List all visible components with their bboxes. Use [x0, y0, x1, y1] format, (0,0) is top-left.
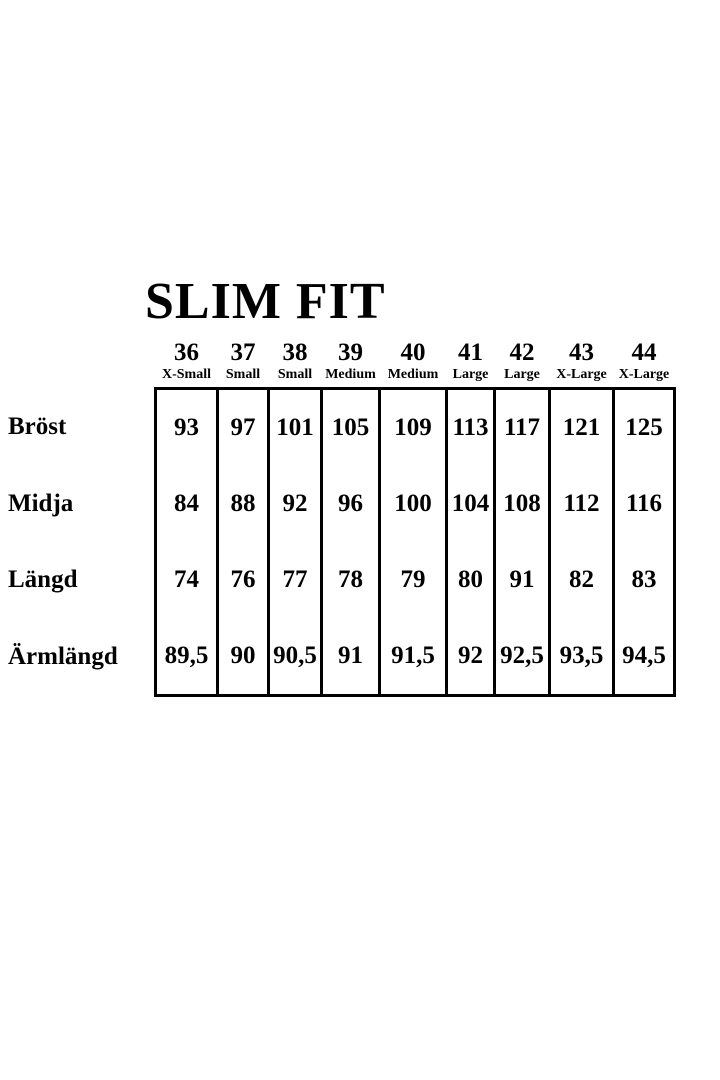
size-number-3: 39 — [338, 339, 363, 366]
cell-brost-43: 121 — [550, 388, 614, 466]
cell-armlangd-36: 89,5 — [156, 618, 218, 696]
size-name-0: X-Small — [162, 367, 211, 383]
header-corner-cell — [0, 340, 156, 388]
cell-armlangd-44: 94,5 — [614, 618, 675, 696]
cell-armlangd-41: 92 — [447, 618, 495, 696]
cell-brost-44: 125 — [614, 388, 675, 466]
size-name-3: Medium — [325, 367, 376, 383]
cell-midja-36: 84 — [156, 466, 218, 542]
cell-midja-38: 92 — [269, 466, 322, 542]
size-header-6 — [495, 340, 550, 388]
size-header-0 — [156, 340, 218, 388]
table-header-row — [0, 340, 675, 388]
size-header-8 — [614, 340, 675, 388]
size-name-4: Medium — [387, 367, 439, 383]
cell-midja-42: 108 — [495, 466, 550, 542]
size-header-7 — [550, 340, 614, 388]
cell-brost-39: 105 — [322, 388, 380, 466]
page-title: SLIM FIT — [145, 273, 386, 330]
size-name-6: Large — [504, 367, 540, 383]
table-row — [0, 542, 675, 618]
cell-armlangd-39: 91 — [322, 618, 380, 696]
size-number-1: 37 — [230, 339, 256, 366]
cell-langd-42: 91 — [495, 542, 550, 618]
cell-brost-36: 93 — [156, 388, 218, 466]
size-table — [0, 340, 676, 697]
cell-brost-40: 109 — [380, 388, 447, 466]
cell-langd-41: 80 — [447, 542, 495, 618]
cell-midja-41: 104 — [447, 466, 495, 542]
row-label-langd: Längd — [8, 565, 78, 593]
size-header-3 — [322, 340, 380, 388]
cell-langd-39: 78 — [322, 542, 380, 618]
table-row — [0, 466, 675, 542]
cell-armlangd-42: 92,5 — [495, 618, 550, 696]
cell-midja-43: 112 — [550, 466, 614, 542]
row-label-armlangd: Ärmlängd — [8, 642, 118, 670]
size-header-1 — [218, 340, 269, 388]
cell-langd-38: 77 — [269, 542, 322, 618]
cell-midja-44: 116 — [614, 466, 675, 542]
cell-brost-41: 113 — [447, 388, 495, 466]
cell-brost-37: 97 — [218, 388, 269, 466]
row-label-brost: Bröst — [8, 413, 67, 440]
size-name-5: Large — [452, 367, 489, 383]
size-number-0: 36 — [174, 339, 199, 366]
size-number-7: 43 — [569, 339, 594, 366]
size-number-5: 41 — [458, 339, 483, 366]
size-header-5 — [447, 340, 495, 388]
cell-langd-36: 74 — [156, 542, 218, 618]
size-number-4: 40 — [400, 339, 426, 366]
cell-armlangd-43: 93,5 — [550, 618, 614, 696]
table-row — [0, 618, 675, 696]
size-chart — [0, 340, 720, 697]
cell-langd-43: 82 — [550, 542, 614, 618]
table-row — [0, 388, 675, 466]
size-name-2: Small — [277, 367, 313, 383]
size-name-1: Small — [225, 367, 261, 383]
size-header-4 — [380, 340, 447, 388]
cell-armlangd-40: 91,5 — [380, 618, 447, 696]
size-number-8: 44 — [631, 339, 657, 366]
cell-brost-42: 117 — [495, 388, 550, 466]
cell-armlangd-37: 90 — [218, 618, 269, 696]
cell-midja-39: 96 — [322, 466, 380, 542]
cell-midja-37: 88 — [218, 466, 269, 542]
size-name-7: X-Large — [556, 367, 607, 383]
cell-armlangd-38: 90,5 — [269, 618, 322, 696]
cell-langd-44: 83 — [614, 542, 675, 618]
size-header-2 — [269, 340, 322, 388]
size-number-6: 42 — [509, 339, 535, 366]
cell-brost-38: 101 — [269, 388, 322, 466]
cell-langd-37: 76 — [218, 542, 269, 618]
cell-langd-40: 79 — [380, 542, 447, 618]
row-label-midja: Midja — [8, 489, 74, 517]
size-number-2: 38 — [282, 339, 308, 366]
cell-midja-40: 100 — [380, 466, 447, 542]
size-name-8: X-Large — [618, 367, 670, 383]
